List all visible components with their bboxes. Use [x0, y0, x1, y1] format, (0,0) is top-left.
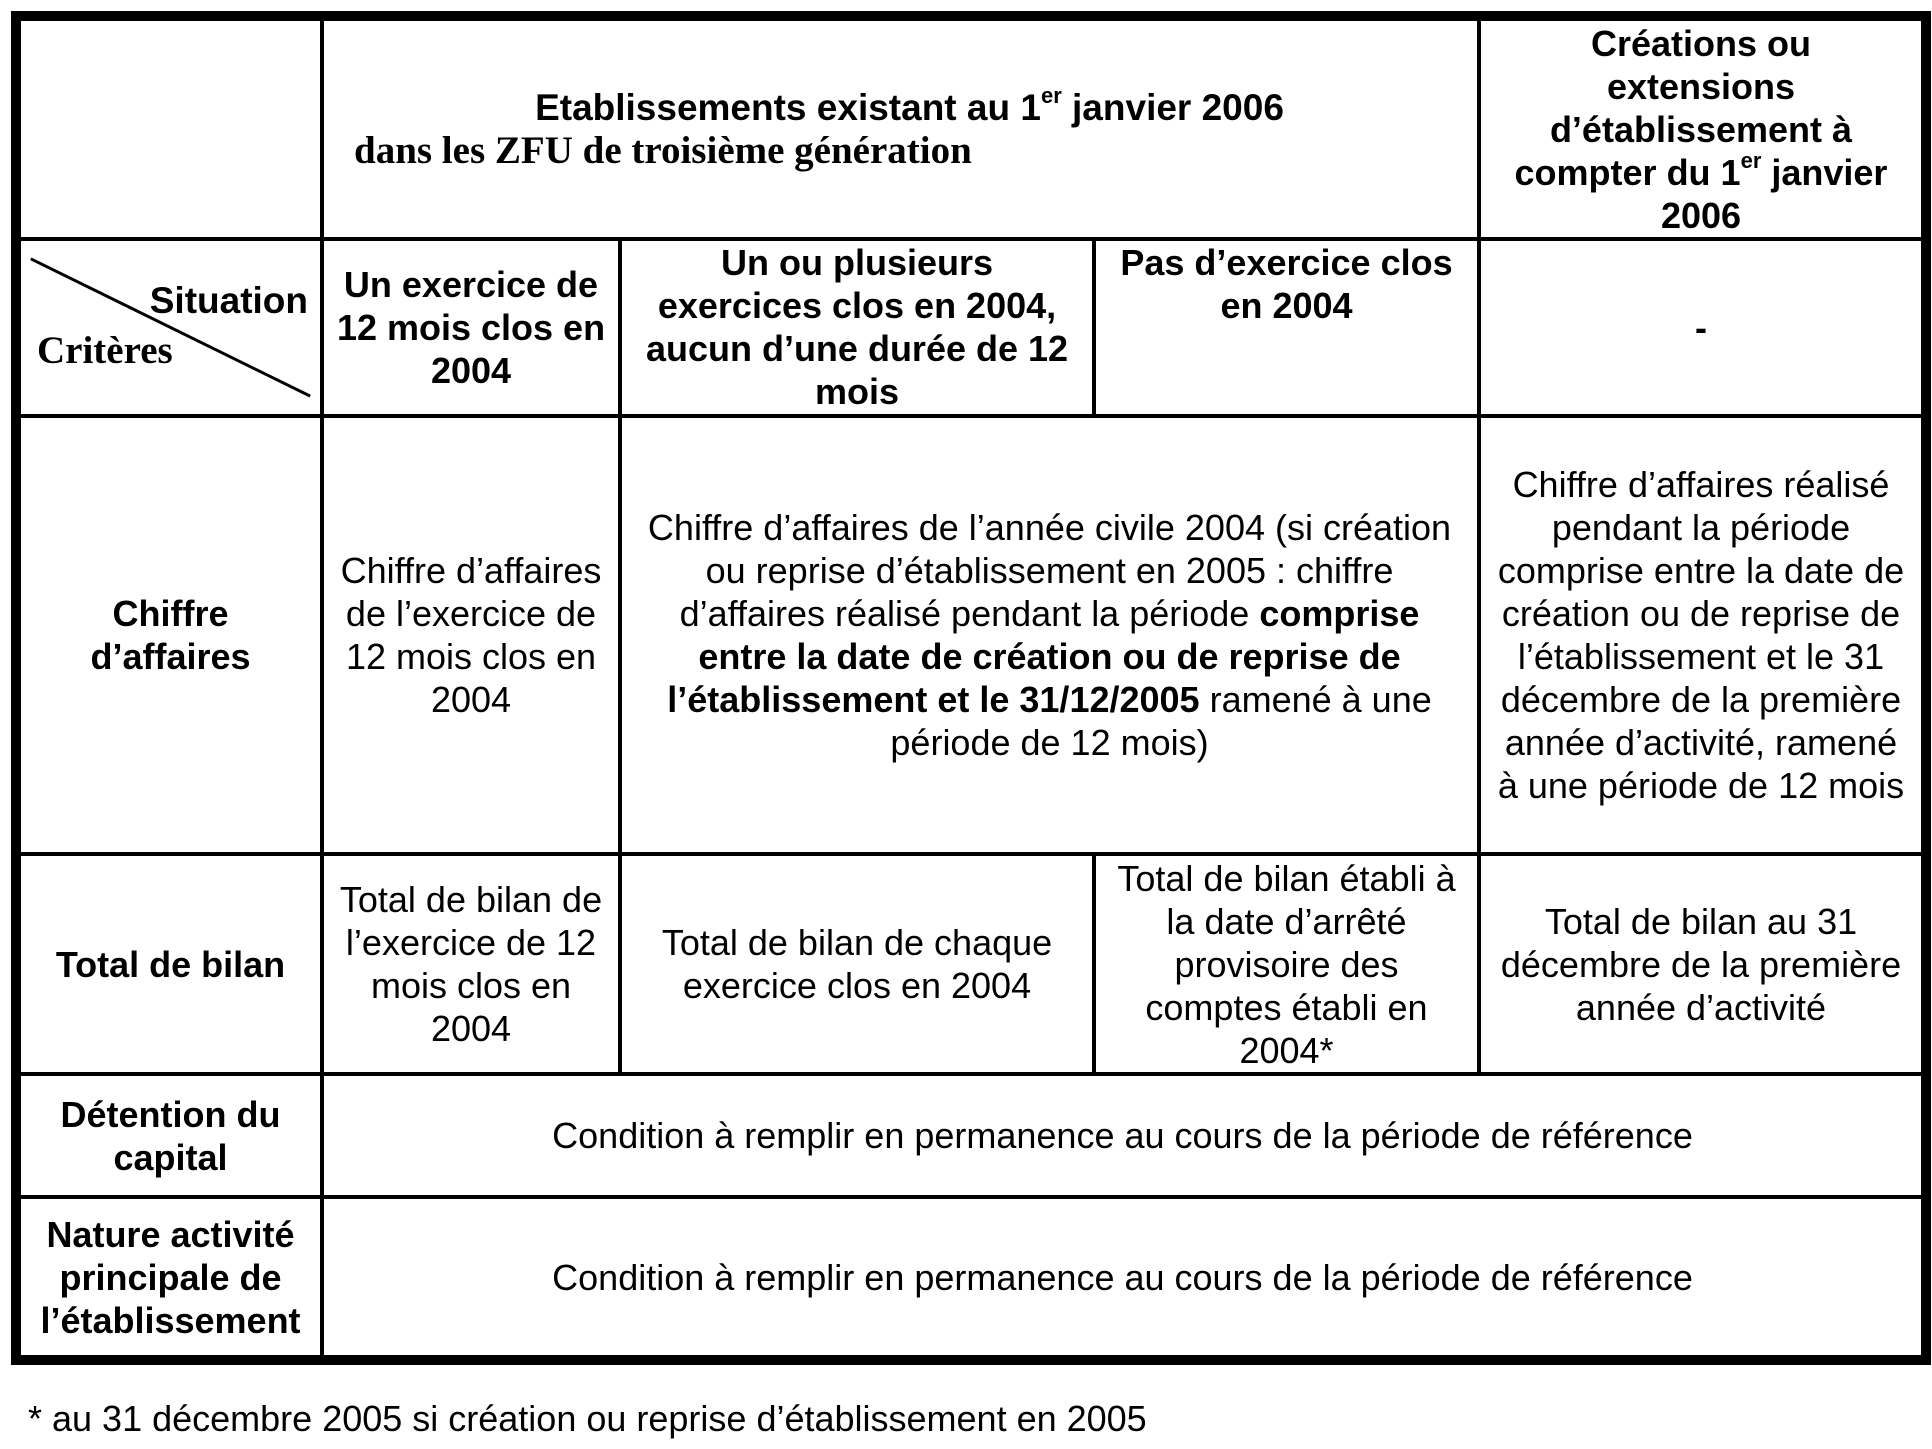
situation-col4: - [1479, 239, 1926, 416]
bilan-col1: Total de bilan de l’exercice de 12 mois clos en 2004 [322, 854, 620, 1074]
detention-capital-row [16, 1074, 1926, 1197]
ca-merged: Chiffre d’affaires de l’année civile 2004 (si création ou reprise d’établissement en 2005 : chiffre d’affaires réalisé pendant la période comprise entre la date de création ou de reprise de l’établissement et le 31/12/2005 ramené à une période de 12 mois) [620, 416, 1479, 854]
total-bilan-row [16, 854, 1926, 1074]
header-row [16, 16, 1926, 239]
existing-title: Etablissements existant au 1er janvier 2006 [535, 82, 1284, 129]
footnote: * au 31 décembre 2005 si création ou reprise d’établissement en 2005 [28, 1398, 1147, 1439]
situation-label: Situation [149, 280, 308, 322]
bilan-col4: Total de bilan au 31 décembre de la première année d’activité [1479, 854, 1926, 1074]
activite-value: Condition à remplir en permanence au cours de la période de référence [322, 1197, 1926, 1360]
empty-corner-cell [16, 16, 322, 239]
ca-col1: Chiffre d’affaires de l’exercice de 12 mois clos en 2004 [322, 416, 620, 854]
diagonal-corner-cell [16, 239, 322, 416]
situation-col2: Un ou plusieurs exercices clos en 2004, aucun d’une durée de 12 mois [620, 239, 1094, 416]
situation-row [16, 239, 1926, 416]
situation-col1: Un exercice de 12 mois clos en 2004 [322, 239, 620, 416]
capital-label: Détention du capital [16, 1074, 322, 1197]
nature-activite-row [16, 1197, 1926, 1360]
capital-value: Condition à remplir en permanence au cours de la période de référence [322, 1074, 1926, 1197]
existing-establishments-header [322, 16, 1479, 239]
bilan-col3: Total de bilan établi à la date d’arrêté provisoire des comptes établi en 2004* [1094, 854, 1479, 1074]
chiffre-affaires-row [16, 416, 1926, 854]
criteres-label: Critères [37, 329, 173, 373]
situation-col3: Pas d’exercice clos en 2004 [1094, 239, 1479, 416]
existing-subtitle: dans les ZFU de troisième génération [354, 129, 972, 173]
criteria-table [11, 11, 1931, 1365]
ca-col4: Chiffre d’affaires réalisé pendant la période comprise entre la date de création ou de reprise de l’établissement et le 31 décembre de la première année d’activité, ramené à une période de 12 mois [1479, 416, 1926, 854]
ca-label: Chiffre d’affaires [16, 416, 322, 854]
diagonal-line [21, 241, 320, 414]
bilan-label: Total de bilan [16, 854, 322, 1074]
bilan-col2: Total de bilan de chaque exercice clos en 2004 [620, 854, 1094, 1074]
activite-label: Nature activité principale de l’établissement [16, 1197, 322, 1360]
creations-header: Créations ou extensions d’établissement à compter du 1er janvier 2006 [1479, 16, 1926, 239]
